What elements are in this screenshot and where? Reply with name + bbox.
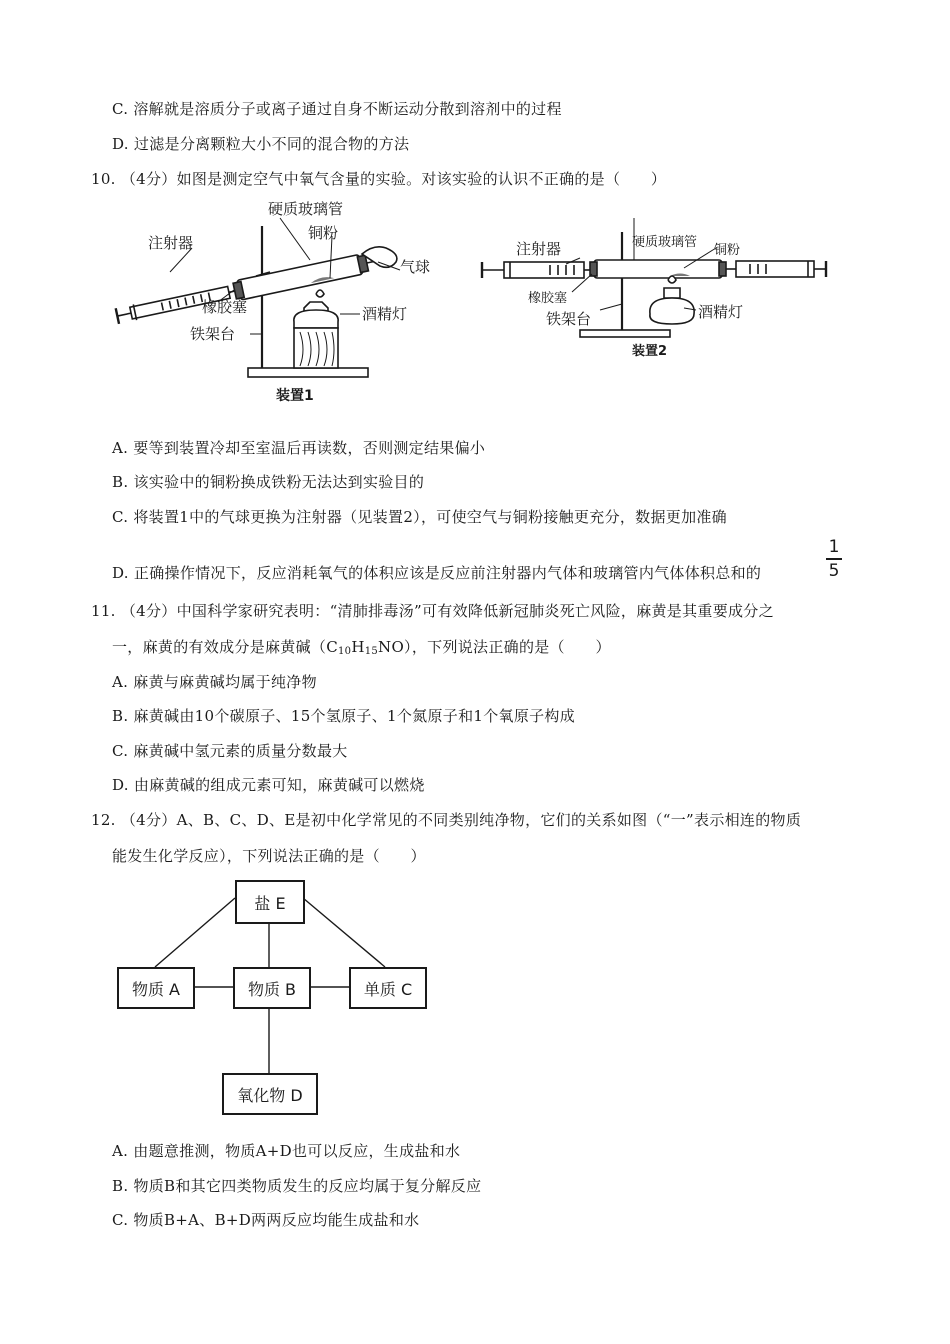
q9-option-d: D. 过滤是分离颗粒大小不同的混合物的方法 [112,135,410,153]
q9-option-c: C. 溶解就是溶质分子或离子通过自身不断运动分散到溶剂中的过程 [112,100,562,118]
node-element-c: 单质 C [349,967,427,1009]
q10-option-d: D. 正确操作情况下，反应消耗氧气的体积应该是反应前注射器内气体和玻璃管内气体体积总和的 [112,564,762,582]
node-oxide-d: 氧化物 D [222,1073,318,1115]
q12-option-a: A. 由题意推测，物质A+D也可以反应，生成盐和水 [112,1142,461,1160]
label-stopper-2: 橡胶塞 [528,291,568,306]
q10-option-b: B. 该实验中的铜粉换成铁粉无法达到实验目的 [112,473,425,491]
q11-stem-text: 一，麻黄的有效成分是麻黄碱（C [112,638,338,656]
q11-option-d: D. 由麻黄碱的组成元素可知，麻黄碱可以燃烧 [112,776,425,794]
q10-stem: 10. （4分）如图是测定空气中氧气含量的实验。对该实验的认识不正确的是（ ） [91,170,667,188]
q11-option-b: B. 麻黄碱由10个碳原子、15个氢原子、1个氮原子和1个氧原子构成 [112,707,576,725]
q10-option-c: C. 将装置1中的气球更换为注射器（见装置2），可使空气与铜粉接触更充分，数据更加准确 [112,508,727,526]
label-lamp-2: 酒精灯 [698,303,744,321]
fraction-denominator: 5 [828,560,840,581]
caption-apparatus-1: 装置1 [276,388,314,404]
q11-option-c: C. 麻黄碱中氢元素的质量分数最大 [112,742,348,760]
q12-stem-line2: 能发生化学反应），下列说法正确的是（ ） [112,847,426,865]
q10-option-a: A. 要等到装置冷却至室温后再读数，否则测定结果偏小 [112,439,486,457]
q11-option-a: A. 麻黄与麻黄碱均属于纯净物 [112,673,317,691]
q11-stem-tail: NO），下列说法正确的是（ ） [378,638,611,656]
caption-apparatus-2: 装置2 [632,344,668,359]
label-stand-1: 铁架台 [190,325,236,343]
node-substance-a: 物质 A [117,967,195,1009]
label-lamp-1: 酒精灯 [362,305,408,323]
q12-stem-line1: 12. （4分）A、B、C、D、E是初中化学常见的不同类别纯净物，它们的关系如图（“一”表示相连的物质 [91,811,802,829]
link-e-a [155,898,235,967]
label-copper-1: 铜粉 [308,224,339,242]
label-syringe-1: 注射器 [148,234,194,252]
subscript-carbon: 10 [337,646,352,657]
label-tube-2: 硬质玻璃管 [632,235,698,250]
hydrogen-symbol: H [351,638,365,656]
label-stopper-1: 橡胶塞 [202,298,248,316]
label-balloon-1: 气球 [400,258,431,276]
label-tube-1: 硬质玻璃管 [268,200,344,218]
label-copper-2: 铜粉 [714,243,741,258]
fraction-numerator: 1 [828,537,840,557]
node-salt-e: 盐 E [235,880,305,924]
node-substance-b: 物质 B [233,967,311,1009]
q12-option-c: C. 物质B+A、B+D两两反应均能生成盐和水 [112,1211,420,1229]
subscript-hydrogen: 15 [364,646,379,657]
q12-option-b: B. 物质B和其它四类物质发生的反应均属于复分解反应 [112,1177,482,1195]
q11-stem-line1: 11. （4分）中国科学家研究表明：“清肺排毒汤”可有效降低新冠肺炎死亡风险，麻黄是其重要成分之 [91,602,774,620]
label-stand-2: 铁架台 [546,310,592,328]
link-e-c [303,898,385,967]
label-syringe-2: 注射器 [516,240,562,258]
